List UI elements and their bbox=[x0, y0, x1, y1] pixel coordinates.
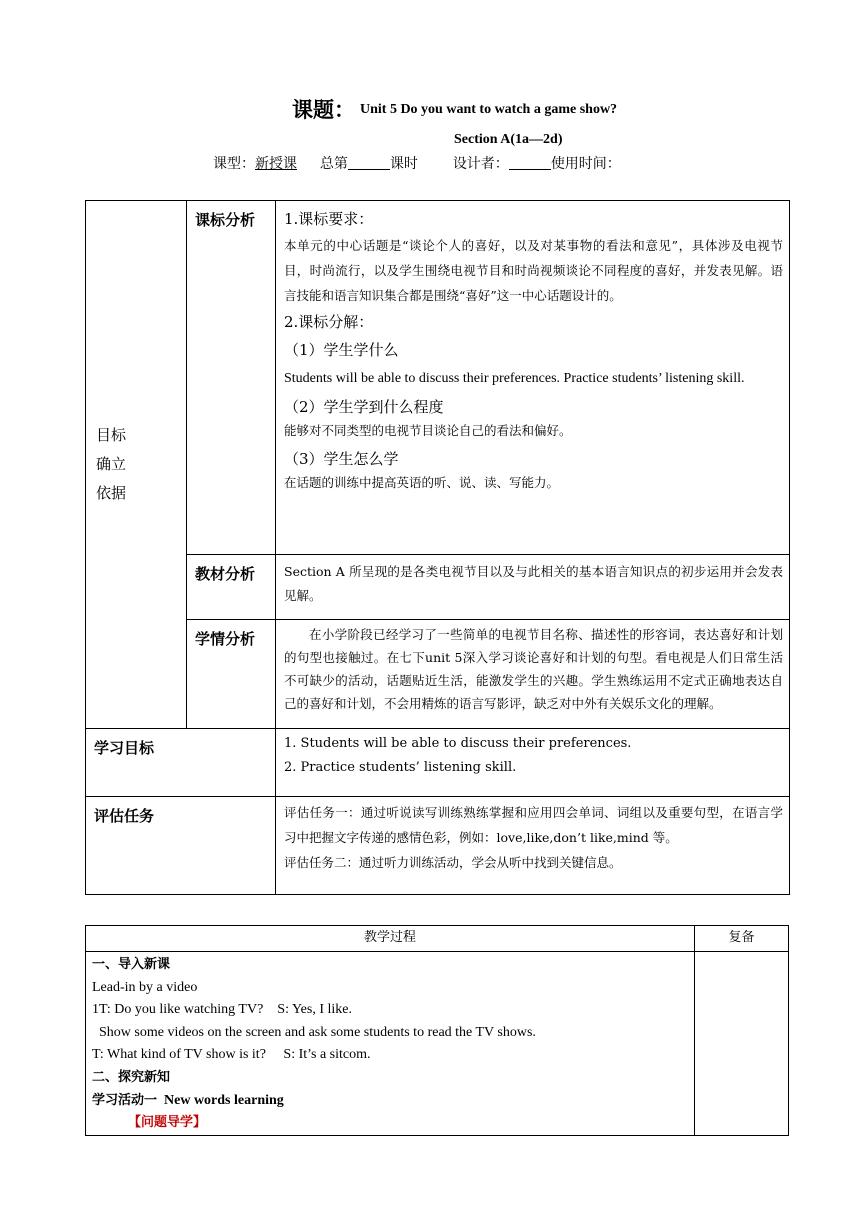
type-label: 课型： bbox=[213, 156, 255, 172]
basis-label: 目标 确立 依据 bbox=[96, 426, 127, 502]
review-header: 复备 bbox=[728, 930, 755, 945]
learner-text: 在小学阶段已经学习了一些简单的电视节目名称、描述性的形容词，表达喜好和计划的句型也接触过。在七下unit 5深入学习谈论喜好和计划的句型。看电视是人们日常生活不可缺少的活动，话题贴近生活，能激发学生的兴趣。学生熟练运用不定式正确地表达自己的喜好和计划，不会用精炼的语言写影评，缺乏对中外有关娱乐文化的理解。 bbox=[284, 627, 783, 711]
question-2: （2）学生学到什么程度 bbox=[284, 398, 444, 416]
question-3: （3）学生怎么学 bbox=[284, 450, 399, 468]
section-1-heading: 一、导入新课 bbox=[92, 957, 171, 972]
basis-cell bbox=[86, 201, 187, 729]
process-header-cell bbox=[86, 926, 695, 952]
learner-label: 学情分析 bbox=[195, 630, 256, 648]
activity-1-cn: 学习活动一 bbox=[92, 1092, 158, 1108]
question-guide-label: 【问题导学】 bbox=[128, 1115, 207, 1131]
title-label: 课题： bbox=[292, 97, 355, 122]
lesson-suffix: 课时 bbox=[389, 156, 418, 172]
review-content-cell bbox=[695, 952, 789, 1136]
decomp-heading: 2.课标分解： bbox=[284, 313, 374, 331]
learner-content-cell bbox=[276, 620, 790, 729]
use-time-label: 使用时间： bbox=[550, 156, 621, 172]
answer-1: Students will be able to discuss their preferences. Practice students’ listening skill. bbox=[284, 371, 745, 386]
dialog-line-1: 1T: Do you like watching TV? S: Yes, I like. bbox=[92, 1002, 352, 1018]
assess-label-cell bbox=[86, 797, 276, 895]
goals-label: 学习目标 bbox=[94, 739, 155, 757]
goal-basis-table bbox=[85, 200, 790, 895]
answer-2: 能够对不同类型的电视节目谈论自己的看法和偏好。 bbox=[284, 423, 572, 438]
title-text: Unit 5 Do you want to watch a game show? bbox=[360, 102, 618, 117]
lesson-meta bbox=[213, 153, 621, 173]
process-content-cell bbox=[86, 952, 695, 1136]
designer-blank bbox=[509, 155, 551, 170]
textbook-label: 教材分析 bbox=[195, 565, 256, 583]
req-text: 本单元的中心话题是“谈论个人的喜好，以及对某事物的看法和意见”，具体涉及电视节目，时尚流行，以及学生围绕电视节目和时尚视频谈论不同程度的喜好，并发表见解。语言技能和语言知识集合都是围绕“喜好”这一中心话题设计的。 bbox=[284, 238, 783, 303]
goals-label-cell bbox=[86, 729, 276, 797]
textbook-label-cell bbox=[187, 555, 276, 620]
goal-item-2: 2. Practice students’ listening skill. bbox=[284, 760, 517, 775]
instruction-line: Show some videos on the screen and ask some students to read the TV shows. bbox=[92, 1024, 536, 1040]
type-value: 新授课 bbox=[255, 156, 297, 172]
std-analysis-label: 课标分析 bbox=[195, 211, 256, 229]
dialog-line-2: T: What kind of TV show is it? S: It’s a sitcom. bbox=[92, 1047, 371, 1063]
assess-content-cell bbox=[276, 797, 790, 895]
textbook-text: Section A 所呈现的是各类电视节目以及与此相关的基本语言知识点的初步运用并会发表见解。 bbox=[284, 564, 783, 603]
activity-1-en: New words learning bbox=[157, 1092, 284, 1108]
section-label: Section A(1a—2d) bbox=[454, 132, 563, 147]
lead-in-line: Lead-in by a video bbox=[92, 979, 198, 995]
std-label-cell bbox=[187, 201, 276, 555]
answer-3: 在话题的训练中提高英语的听、说、读、写能力。 bbox=[284, 475, 560, 490]
total-blank bbox=[348, 155, 390, 170]
question-1: （1）学生学什么 bbox=[284, 341, 399, 359]
std-content-cell bbox=[276, 201, 790, 555]
activity-1-line bbox=[92, 1090, 688, 1113]
textbook-content-cell bbox=[276, 555, 790, 620]
assess-label: 评估任务 bbox=[94, 807, 155, 825]
total-label: 总第 bbox=[319, 156, 348, 172]
assess-task-2: 评估任务二：通过听力训练活动，学会从听中找到关键信息。 bbox=[284, 855, 622, 870]
lesson-title-line bbox=[0, 92, 860, 126]
goal-item-1: 1. Students will be able to discuss their preferences. bbox=[284, 736, 632, 751]
learner-label-cell bbox=[187, 620, 276, 729]
req-heading: 1.课标要求： bbox=[284, 210, 374, 228]
section-2-heading: 二、探究新知 bbox=[92, 1069, 171, 1085]
process-header: 教学过程 bbox=[363, 930, 416, 945]
goals-content-cell bbox=[276, 729, 790, 797]
designer-label: 设计者： bbox=[452, 156, 509, 172]
review-header-cell bbox=[695, 926, 789, 952]
assess-task-1: 评估任务一：通过听说读写训练熟练掌握和应用四会单词、词组以及重要句型，在语言学习中把握文字传递的感情色彩，例如：love,like,don’t like,mind 等。 bbox=[284, 805, 783, 845]
teaching-process-table bbox=[85, 925, 789, 1136]
